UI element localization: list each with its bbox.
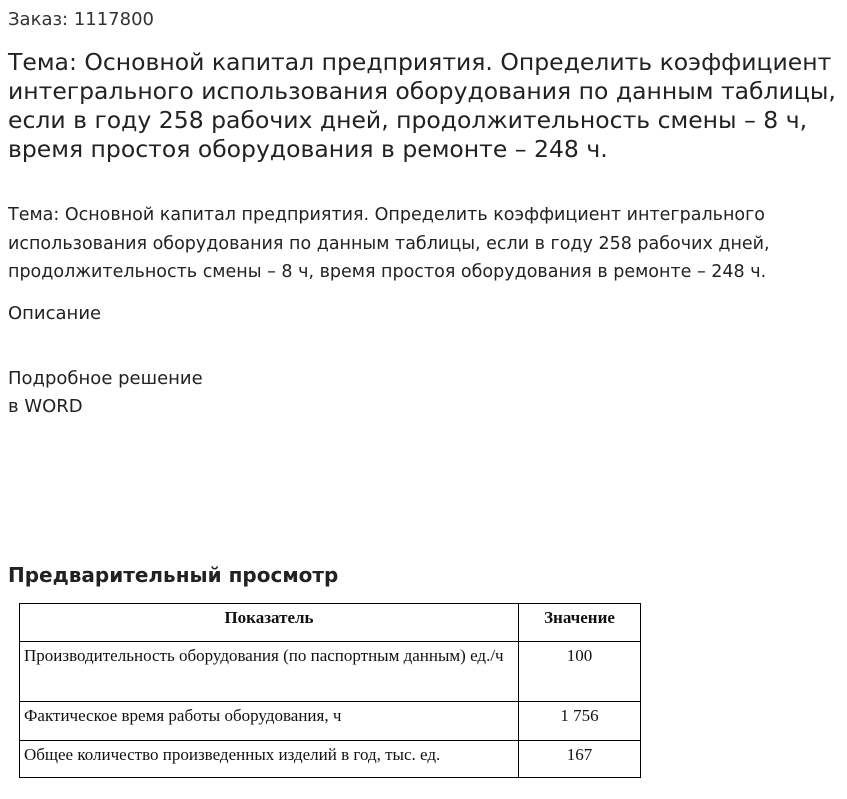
- solution-line: в WORD: [8, 396, 83, 417]
- header-cell-indicator: Показатель: [20, 604, 519, 642]
- description-label: Описание: [8, 303, 102, 324]
- table-row: [20, 741, 641, 778]
- solution-note: [8, 365, 203, 421]
- preview-table: [19, 603, 641, 778]
- cell-value: 1 756: [519, 702, 641, 741]
- solution-line: Подробное решение: [8, 368, 203, 389]
- cell-value: 100: [519, 642, 641, 702]
- topic-text: Тема: Основной капитал предприятия. Определить коэффициент интегрального использования оборудования по данным таблицы, если в году 258 рабочих дней, продолжительность смены – 8 ч, время простоя оборудования в ремонте – 248 ч.: [8, 205, 770, 282]
- cell-indicator: Производительность оборудования (по паспортным данным) ед./ч: [20, 642, 519, 702]
- preview-title: Предварительный просмотр: [8, 563, 339, 587]
- table-row: [20, 702, 641, 741]
- topic-heading: Тема: Основной капитал предприятия. Определить коэффициент интегрального использования оборудования по данным таблицы, если в году 258 рабочих дней, продолжительность смены – 8 ч, время простоя оборудования в ремонте – 248 ч.: [8, 48, 836, 163]
- cell-indicator: Общее количество произведенных изделий в год, тыс. ед.: [20, 741, 519, 778]
- cell-value: 167: [519, 741, 641, 778]
- order-number: Заказ: 1117800: [8, 9, 154, 30]
- table-row: [20, 642, 641, 702]
- cell-indicator: Фактическое время работы оборудования, ч: [20, 702, 519, 741]
- table-header-row: [20, 604, 641, 642]
- header-cell-value: Значение: [519, 604, 641, 642]
